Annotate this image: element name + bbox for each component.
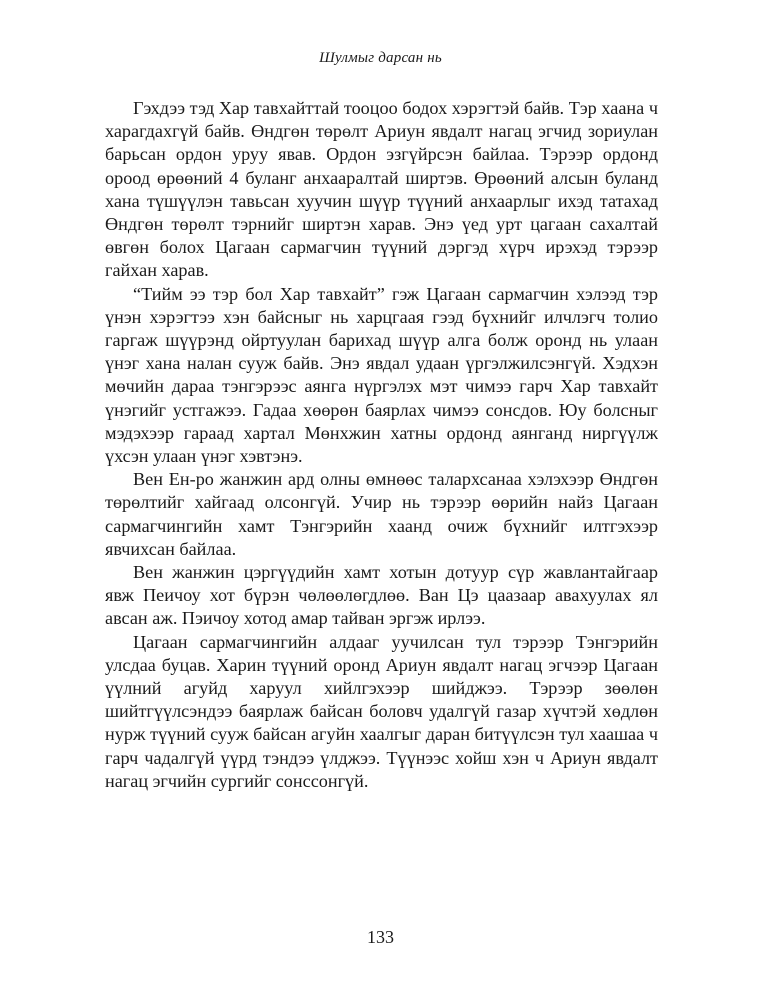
page-number: 133 [367, 927, 394, 947]
paragraph: Цагаан сармагчингийн алдааг уучилсан тул тэрээр Тэнгэрийн улсдаа буцав. Харин түүний оронд Ариун явдалт нагац эгчээр Цагаан үүлний агуйд харуул хийлгэхээр шийджээ. Тэрээр зөөлөн шийтгүүлсэндээ баярлаж байсан боловч удалгүй газар хүчтэй хөдлөн нурж түүний сууж байсан агуйн хаалгыг даран битүүлсэн тул хаашаа ч гарч чадалгүй үүрд тэндээ үлджээ. Түүнээс хойш хэн ч Ариун явдалт нагац эгчийн сургийг сонссонгүй. [105, 631, 658, 791]
paragraph: Вен жанжин цэргүүдийн хамт хотын дотуур сүр жавлантайгаар явж Пеичоу хот бүрэн чөлөөлөгдлөө. Ван Цэ цаазаар авахуулах ял авсан аж. Пэичоу хотод амар тайван эргэж ирлээ. [105, 562, 658, 629]
paragraph: “Тийм ээ тэр бол Хар тавхайт” гэж Цагаан сармагчин хэлээд тэр үнэн хэрэгтээ хэн байсныг нь харцгаая гээд бүхнийг илчлэгч толио гаргаж шүүрэнд ойртуулан барихад шүүр алга болж оронд нь улаан үнэг хана налан сууж байв. Энэ явдал удаан үргэлжилсэнгүй. Хэдхэн мөчийн дараа тэнгэрээс аянга нүргэлэх мэт чимээ гарч Хар тавхайт үнэгийг устгажээ. Гадаа хөөрөн баярлах чимээ сонсдов. Юу болсныг мэдэхээр гараад хартал Мөнхжин хатны ордонд аянганд ниргүүлж үхсэн улаан үнэг хэвтэнэ. [105, 283, 658, 467]
paragraph: Вен Ен-ро жанжин ард олны өмнөөс талархсанаа хэлэхээр Өндгөн төрөлтийг хайгаад олсонгүй. Учир нь тэрээр өөрийн найз Цагаан сармагчингийн хамт Тэнгэрийн хаанд очиж бүхнийг илтгэхээр явчихсан байлаа. [105, 469, 658, 559]
paragraph: Гэхдээ тэд Хар тавхайттай тооцоо бодох хэрэгтэй байв. Тэр хаана ч харагдахгүй байв. Өндгөн төрөлт Ариун явдалт нагац эгчид зориулан барьсан ордон уруу явав. Ордон эзгүйрсэн байлаа. Тэрээр ордонд ороод өрөөний 4 буланг анхааралтай ширтэв. Өрөөний алсын буланд хана түшүүлэн тавьсан хуучин шүүр түүний анхаарлыг ихэд татахад Өндгөн төрөлт тэрнийг ширтэн харав. Энэ үед урт цагаан сахалтай өвгөн болох Цагаан сармагчин түүний дэргэд хүрч ирэхэд тэрээр гайхан харав. [105, 98, 658, 281]
body-text [105, 97, 658, 793]
running-header: Шулмыг дарсан нь [319, 50, 442, 66]
